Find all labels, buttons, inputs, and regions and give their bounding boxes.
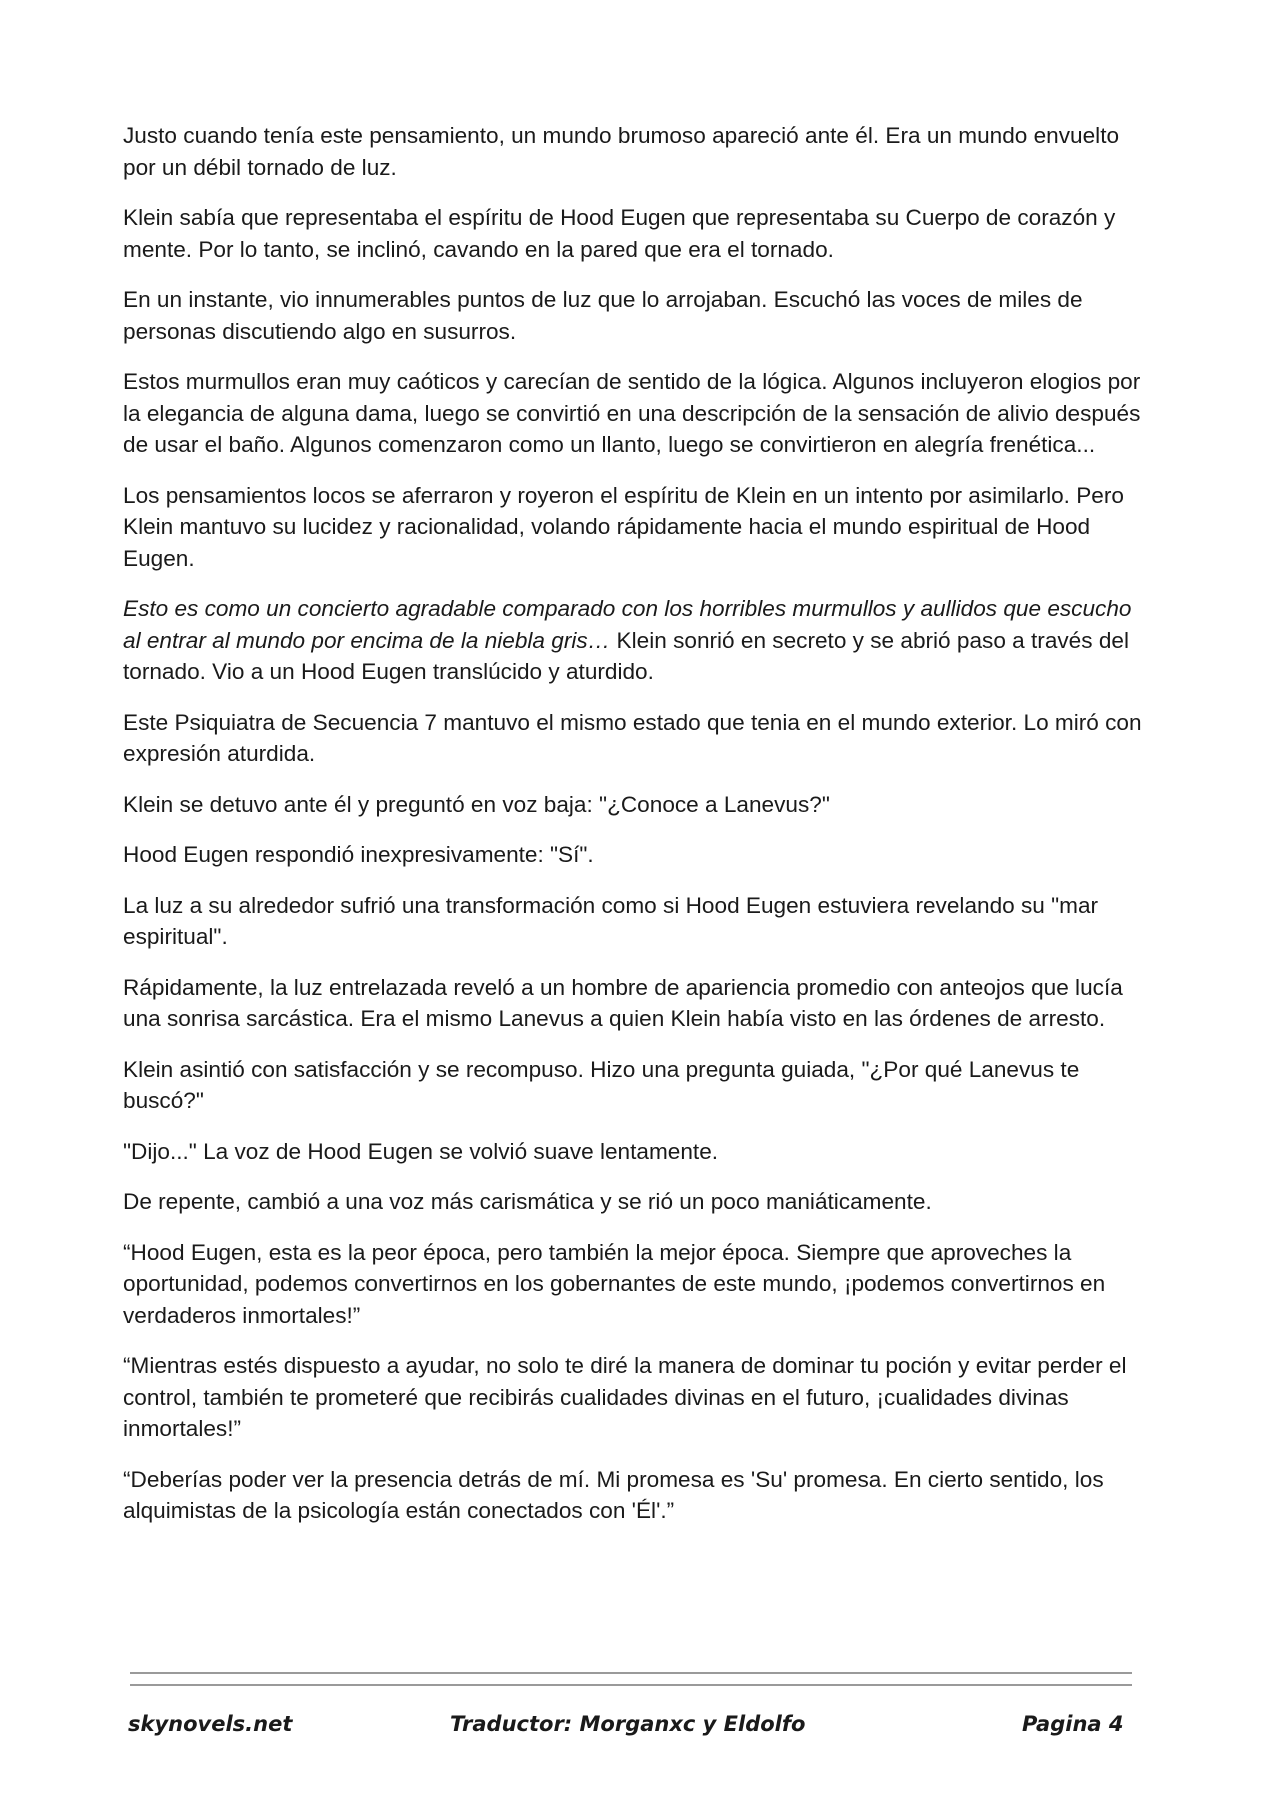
paragraph-3: En un instante, vio innumerables puntos de luz que lo arrojaban. Escuchó las voces de miles de personas discutiendo algo en susurros.	[123, 287, 1083, 344]
footer-divider-bottom	[130, 1684, 1132, 1686]
paragraph-4: Estos murmullos eran muy caóticos y carecían de sentido de la lógica. Algunos incluyeron elogios por la elegancia de alguna dama, luego se convirtió en una descripción de la sensación de alivio después de usar el baño. Algunos comenzaron como un llanto, luego se convirtieron en alegría frenética...	[123, 369, 1141, 457]
paragraph-13: "Dijo..." La voz de Hood Eugen se volvió suave lentamente.	[123, 1138, 719, 1164]
paragraph-6-text: Klein sonrió en secreto y se abrió paso a través del tornado. Vio a un Hood Eugen translúcido y aturdido.	[123, 627, 1129, 684]
paragraph-8: Klein se detuvo ante él y preguntó en voz baja: "¿Conoce a Lanevus?"	[123, 791, 830, 817]
footer-page-number: Pagina 4	[1022, 1712, 1124, 1736]
paragraph-5: Los pensamientos locos se aferraron y royeron el espíritu de Klein en un intento por asimilarlo. Pero Klein mantuvo su lucidez y racionalidad, volando rápidamente hacia el mundo espiritual de Hood Eugen.	[123, 482, 1124, 571]
paragraph-9: Hood Eugen respondió inexpresivamente: "Sí".	[123, 842, 594, 867]
document-body	[123, 120, 1143, 1546]
paragraph-15: “Hood Eugen, esta es la peor época, pero también la mejor época. Siempre que aproveches la oportunidad, podemos convertirnos en los gobernantes de este mundo, ¡podemos convertirnos en verdaderos inmortales!”	[123, 1239, 1106, 1328]
paragraph-7: Este Psiquiatra de Secuencia 7 mantuvo el mismo estado que tenia en el mundo exterior. Lo miró con expresión aturdida.	[123, 709, 1142, 766]
paragraph-10: La luz a su alrededor sufrió una transformación como si Hood Eugen estuviera revelando su "mar espiritual".	[123, 892, 1099, 949]
paragraph-6-italic-thought: Esto es como un concierto agradable comparado con los horribles murmullos y aullidos que escucho al entrar al mundo por encima de la niebla gris…	[123, 596, 1132, 653]
paragraph-17: “Deberías poder ver la presencia detrás de mí. Mi promesa es 'Su' promesa. En cierto sentido, los alquimistas de la psicología están conectados con 'Él'.”	[123, 1466, 1104, 1523]
footer-translator-credit: Traductor: Morganxc y Eldolfo	[450, 1712, 806, 1736]
paragraph-12: Klein asintió con satisfacción y se recompuso. Hizo una pregunta guiada, "¿Por qué Lanevus te buscó?"	[123, 1056, 1080, 1113]
footer-divider-top	[130, 1672, 1132, 1674]
footer-site-name: skynovels.net	[128, 1712, 293, 1736]
paragraph-2: Klein sabía que representaba el espíritu de Hood Eugen que representaba su Cuerpo de corazón y mente. Por lo tanto, se inclinó, cavando en la pared que era el tornado.	[123, 205, 1116, 262]
paragraph-14: De repente, cambió a una voz más carismática y se rió un poco maniáticamente.	[123, 1189, 932, 1214]
paragraph-6	[123, 593, 1143, 688]
paragraph-16: “Mientras estés dispuesto a ayudar, no solo te diré la manera de dominar tu poción y evitar perder el control, también te prometeré que recibirás cualidades divinas en el futuro, ¡cualidades divinas inmortales!”	[123, 1353, 1127, 1441]
paragraph-1: Justo cuando tenía este pensamiento, un mundo brumoso apareció ante él. Era un mundo envuelto por un débil tornado de luz.	[123, 123, 1120, 180]
paragraph-11: Rápidamente, la luz entrelazada reveló a un hombre de apariencia promedio con anteojos que lucía una sonrisa sarcástica. Era el mismo Lanevus a quien Klein había visto en las órdenes de arresto.	[123, 974, 1123, 1031]
page-footer	[0, 1712, 1280, 1748]
